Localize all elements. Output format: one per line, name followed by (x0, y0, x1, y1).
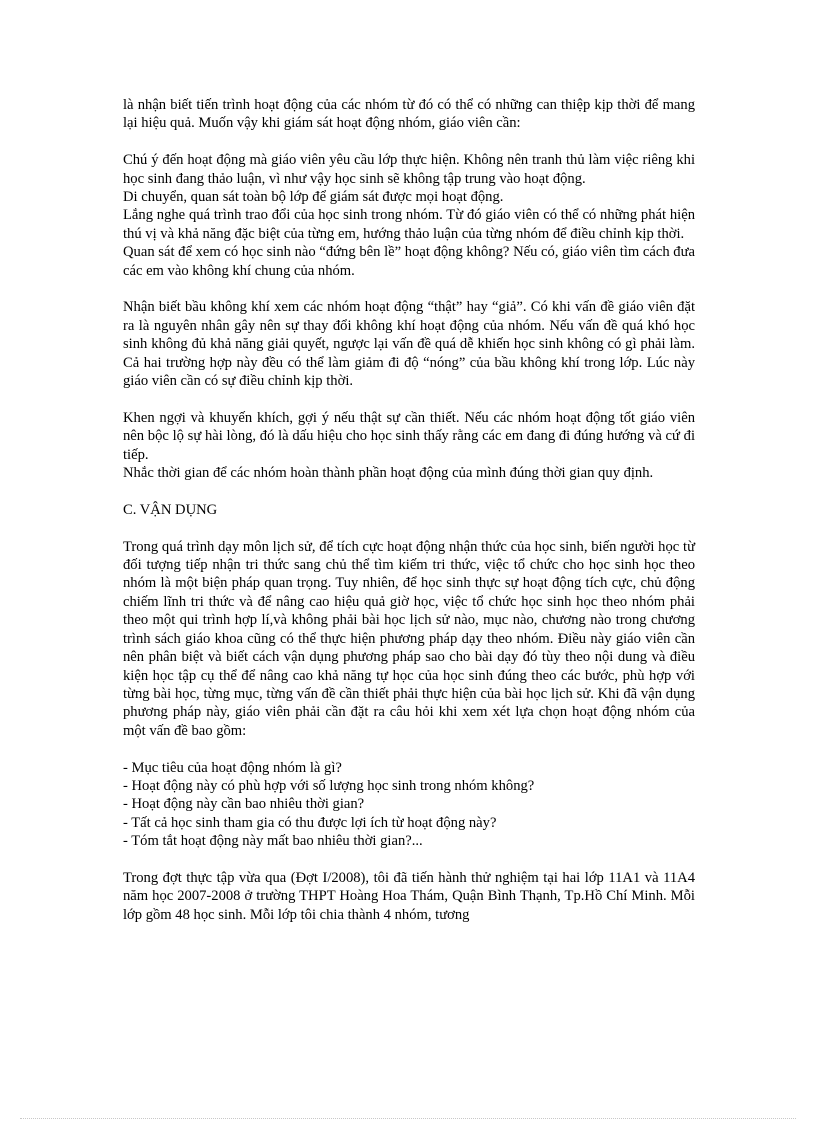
paragraph: Lắng nghe quá trình trao đổi của học sinh trong nhóm. Từ đó giáo viên có thể có những phát hiện thú vị và khả năng đặc biệt của từng em, hướng thảo luận của từng nhóm để điều chỉnh kịp thời. (123, 207, 695, 242)
paragraph: Trong quá trình dạy môn lịch sử, để tích cực hoạt động nhận thức của học sinh, biến người học từ đối tượng tiếp nhận tri thức sang chủ thể tìm kiếm tri thức, việc tổ chức cho học sinh học theo nhóm là một biện pháp quan trọng. Tuy nhiên, để học sinh thực sự hoạt động tích cực, chủ động chiếm lĩnh tri thức và để nâng cao hiệu quả giờ học, việc tổ chức học sinh học theo nhóm phải theo một qui trình hợp lí,và không phải bài học lịch sử nào, mục nào, chương nào trong chương trình sách giáo khoa cũng có thể thực hiện phương pháp dạy theo nhóm. Điều này giáo viên cần nên phân biệt và biết cách vận dụng phương pháp sao cho bài dạy đó tùy theo nội dung và điều kiện học tập cụ thể để nâng cao khả năng tự học của học sinh đúng theo các bước, phù hợp với từng bài học, từng mục, từng vấn đề cần thiết phải thực hiện của bài học lịch sử. Khi đã vận dụng phương pháp này, giáo viên phải cần đặt ra câu hỏi khi xem xét lựa chọn hoạt động nhóm của một vấn đề bao gồm: (123, 538, 695, 739)
paragraph: Trong đợt thực tập vừa qua (Đợt I/2008), tôi đã tiến hành thử nghiệm tại hai lớp 11A1 và 11A4 năm học 2007-2008 ở trường THPT Hoàng Hoa Thám, Quận Bình Thạnh, Tp.Hồ Chí Minh. Mỗi lớp gồm 48 học sinh. Mỗi lớp tôi chia thành 4 nhóm, tương (123, 869, 695, 923)
paragraph-gap (123, 280, 695, 298)
paragraph-gap (123, 390, 695, 408)
list-item: - Mục tiêu của hoạt động nhóm là gì? (123, 759, 342, 776)
paragraph-gap (123, 519, 695, 537)
paragraph: Di chuyển, quan sát toàn bộ lớp để giám sát được mọi hoạt động. (123, 189, 504, 206)
paragraph: Khen ngợi và khuyến khích, gợi ý nếu thật sự cần thiết. Nếu các nhóm hoạt động tốt giáo viên nên bộc lộ sự hài lòng, đó là dấu hiệu cho học sinh thấy rằng các em đang đi đúng hướng và cứ đi tiếp. (123, 409, 695, 463)
page-bottom-border (20, 1118, 796, 1119)
list-item: - Hoạt động này cần bao nhiêu thời gian? (123, 796, 365, 813)
document-body (123, 96, 695, 924)
paragraph-gap (123, 133, 695, 151)
paragraph-gap (123, 851, 695, 869)
paragraph: Quan sát để xem có học sinh nào “đứng bên lề” hoạt động không? Nếu có, giáo viên tìm cách đưa các em vào không khí chung của nhóm. (123, 244, 695, 279)
paragraph: Nhận biết bầu không khí xem các nhóm hoạt động “thật” hay “giả”. Có khi vấn đề giáo viên đặt ra là nguyên nhân gây nên sự thay đổi không khí hoạt động của nhóm. Nếu vấn đề quá khó học sinh không đủ khả năng giải quyết, ngược lại vấn đề quá dễ khiến học sinh không có gì phải làm. Cả hai trường hợp này đều có thể làm giảm đi độ “nóng” của bầu không khí trong lớp. Lúc này giáo viên cần có sự điều chỉnh kịp thời. (123, 299, 695, 390)
paragraph-gap (123, 482, 695, 500)
paragraph: Chú ý đến hoạt động mà giáo viên yêu cầu lớp thực hiện. Không nên tranh thủ làm việc riêng khi học sinh đang thảo luận, vì như vậy học sinh sẽ không tập trung vào hoạt động. (123, 152, 695, 187)
list-item: - Hoạt động này có phù hợp với số lượng học sinh trong nhóm không? (123, 777, 535, 794)
list-item: - Tất cả học sinh tham gia có thu được lợi ích từ hoạt động này? (123, 814, 497, 831)
list-item: - Tóm tắt hoạt động này mất bao nhiêu thời gian?... (123, 833, 423, 850)
section-heading: C. VẬN DỤNG (123, 501, 218, 518)
paragraph-gap (123, 740, 695, 758)
paragraph: Nhắc thời gian để các nhóm hoàn thành phần hoạt động của mình đúng thời gian quy định. (123, 465, 654, 482)
paragraph: là nhận biết tiến trình hoạt động của các nhóm từ đó có thể có những can thiệp kịp thời để mang lại hiệu quả. Muốn vậy khi giám sát hoạt động nhóm, giáo viên cần: (123, 97, 695, 132)
